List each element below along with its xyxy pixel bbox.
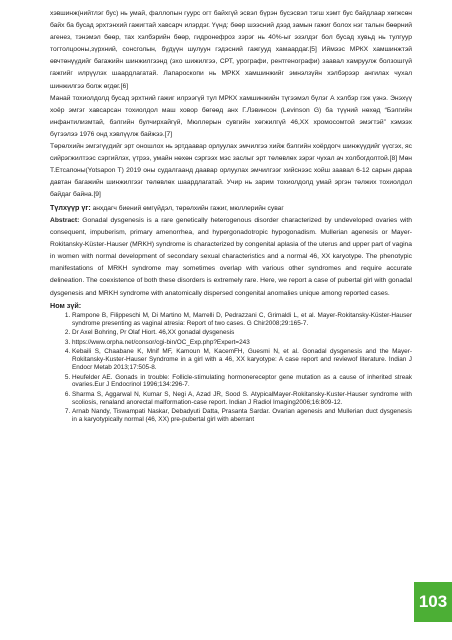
body-paragraph-2: Манай тохиолдолд бусад эрхтний гажиг илрээгүй тул МРКХ хамшинжийн түгээмэл бүлэг А хэлбэр гэж үзнэ. Энэхүү хоёр эмгэг хавсарсан тохиолдол маш ховор бөгөөд анх Г.Лэвинсон (Levinson G) ба түүний нөхөд “Бэлгийн инфантилизмтай, бэлгийн булчирхайгүй, Мюллерын сувгийн хөгжилгүй 46,XX хромосомтой эмэгтэй” хэмээх бүтээлээ 1976 онд хэвлүүлж байжээ.[7] bbox=[50, 94, 412, 138]
reference-item: 4. Kebaili S, Chaabane K, Mnif MF, Kamoun M, KacemFH, Guesmi N, et al. Gonadal dysgenesis and the Mayer-Rokitansky-Kuster-Hauser Syndrome in a girl with a 46, XX karyotype: A case report and reviewof literature. Indian J Endocr Metab 2013;17:505-8. bbox=[72, 348, 412, 372]
abstract-text: Gonadal dysgenesis is a rare genetically heterogenous disorder characterized by undeveloped ovaries with consequent, impuberism, primary amenorrhea, and hypergonadotropic hypogonadism. Mullerian agenesis or Mayer-Rokitansky-Küster-Hauser (MRKH) syndrome is characterized by congenital aplasia of the uterus and upper part of vagina in women with normal development of secondary sexual characteristics and a normal 46, XX karyotype. The phenotypic manifestations of MRKH syndrome may sometimes overlap with various other syndromes and require accurate delineation. The coexistence of both these disorders is extremely rare. Here, we report a case of pubertal girl with gonadal dysgenesis and MRKH syndrome with anatomically dispersed congenital anomalies unique among reported cases. bbox=[50, 217, 412, 297]
article-page bbox=[50, 8, 412, 425]
keywords-text: анхдагч биений өмгүйдэл, төрөлхийн гажиг, мюллерийн суваг bbox=[90, 204, 284, 212]
reference-item: 6. Sharma S, Aggarwal N, Kumar S, Negi A, Azad JR, Sood S. AtypicalMayer-Rokitansky-Kuster-Hauser syndrome with scoliosis, renaland anorectal malformation-case report. Indian J Radiol Imaging2006;16:809-12. bbox=[72, 391, 412, 407]
references-list bbox=[50, 312, 412, 424]
keywords-label: Түлхүүр үг: bbox=[50, 202, 91, 212]
keywords bbox=[50, 202, 412, 216]
reference-item: 1. Rampone B, Filippeschi M, Di Martino M, Marrelli D, Pedrazzani C, Grimaldi L, et al. Mayer-Rokitansky-Küster-Hauser syndrome presenting as vaginal atresia: Report of two cases. G Chir2008;29:165-7. bbox=[72, 312, 412, 328]
reference-item: 3. https://www.orpha.net/consor/cgi-bin/OC_Exp.php?Expert=243 bbox=[72, 339, 412, 347]
abstract bbox=[50, 215, 412, 300]
references-title: Ном зүй: bbox=[50, 300, 82, 310]
reference-item: 7. Arnab Nandy, Tiswampati Naskar, Debadyuti Datta, Prasanta Sardar. Ovarian agenesis and Mullerian duct dysgenesis in a karyotypically normal (46, XX) pre-pubertal girl with aberrant bbox=[72, 408, 412, 424]
body-paragraph-3: Төрөлхийн эмгэгүүдийг эрт оношлох нь эртдаавар орлуулах эмчилгээ хийж бэлгийн хоёрдогч шинжүүдийг үүсгэх, яс сийрэгжилтээс сэргийлэх, үтрээ, умайн нөхөн сэргээх мэс заслыг эрт төлөвлөх зэрэг чухал ач холбогдолтой.[8] Мөн Т.Етсапоны(Yotsapon T) 2019 оны судалгаанд даавар орлуулах эмчилгээг хийснээс хойш заавал 6-12 сарын дараа давтан багажийн шинжилгээг төлөвлөх шаардлагатай. Учир нь зарим тохиолдолд умай эргэн төлжих тохиолдол байдаг байна.[9] bbox=[50, 143, 412, 199]
abstract-label: Abstract: bbox=[50, 217, 80, 224]
body-paragraph-1: хэвшинж(нийтлэг бус) нь умай, фаллопын гуурс огт байхгүй эсвэл бүрэн бусэсвэл тэгш хэмт бус байдлаар хөгжсөн байх ба бусад эрхтэнхий гажигтай хавсарч илэрдэг. Үүнд: бөөр шээсний дээд замын гажиг болох нэг талын бөөрний агенез, тэнэмэл бөөр, тах хэлбэрийн бөөр, гидронефроз зэрэг нь 40%-ыг эзэлдэг бол бусад хувьд нь тулгуур тогтолцооны,зүрхний, сонсголын, бүдүүн шулуун гэдэсний гажгууд хамаардаг.[5] Иймээс МРКХ хамшинжтэй өвчтөнүүдийг багажийн шинжилгээнд (эхо шижилгээ, СРТ, урографи, рентгенографи) заавал хамруулж болзошгүй гажгийг илрүүлэх шаардлагатай. Лапароскопи нь МРКХ хамшинжийг эмнэлзүйн хэлбэрээр ангилах чухал шинжилгээ болж өгдөг.[6] bbox=[50, 10, 412, 90]
reference-item: 5. Heufelder AE. Gonads in trouble: Follicle-stimulating hormonereceptor gene mutation as a cause of inherited streak ovaries.Eur J Endocrinol 1996;134:296-7. bbox=[72, 374, 412, 390]
page-number: 103 bbox=[414, 582, 452, 622]
reference-item: 2. Dr Axel Bohring, Pr Olaf Hiort. 46,XX gonadal dysgenesis bbox=[72, 329, 412, 337]
